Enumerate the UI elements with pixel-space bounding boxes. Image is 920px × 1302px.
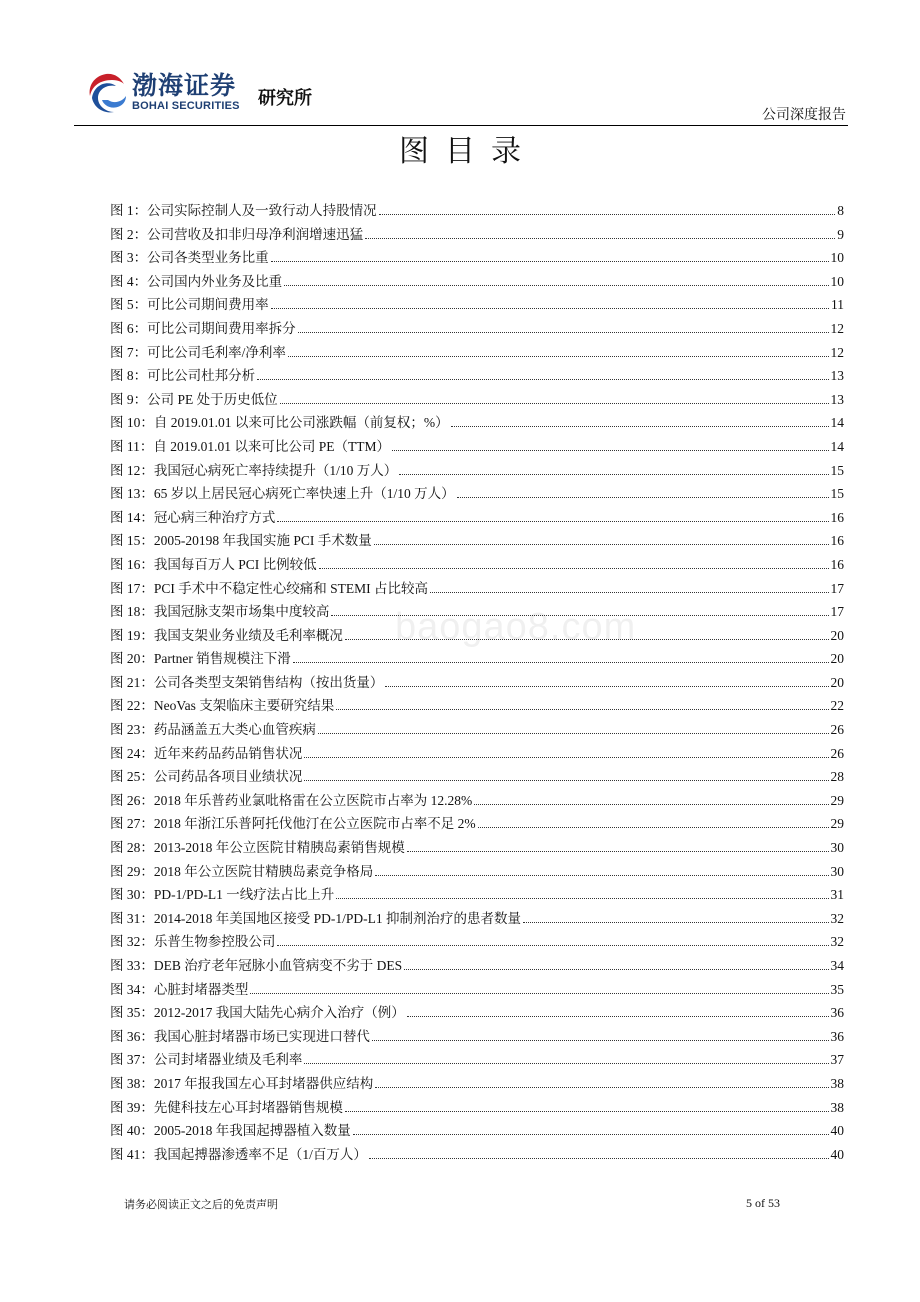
toc-entry-page: 28 [830, 769, 844, 785]
toc-entry-page: 36 [830, 1028, 844, 1044]
toc-entry-label: 图 6：可比公司期间费用率拆分 [110, 320, 296, 336]
toc-entry-page: 10 [830, 273, 844, 289]
toc-dot-leader [365, 238, 835, 239]
toc-entry-label: 图 21：公司各类型支架销售结构（按出货量） [110, 674, 384, 690]
toc-entry-page: 14 [830, 415, 844, 431]
toc-dot-leader [474, 804, 828, 805]
toc-entry-page: 11 [831, 297, 844, 313]
toc-entry-label: 图 4：公司国内外业务及比重 [110, 273, 283, 289]
toc-dot-leader [392, 450, 829, 451]
toc-entry[interactable] [110, 293, 844, 317]
toc-entry-page: 37 [830, 1052, 844, 1068]
toc-entry-page: 17 [830, 604, 844, 620]
toc-entry[interactable] [110, 1072, 844, 1096]
toc-dot-leader [271, 308, 829, 309]
toc-entry[interactable] [110, 364, 844, 388]
toc-entry[interactable] [110, 1143, 844, 1167]
toc-entry-label: 图 19：我国支架业务业绩及毛利率概况 [110, 627, 343, 643]
toc-dot-leader [372, 1040, 829, 1041]
brand-name-cn: 渤海证券 [132, 71, 237, 100]
toc-dot-leader [318, 733, 829, 734]
toc-dot-leader [277, 945, 828, 946]
toc-dot-leader [250, 993, 828, 994]
toc-entry-label: 图 23：药品涵盖五大类心血管疾病 [110, 722, 316, 738]
toc-entry[interactable] [110, 930, 844, 954]
toc-entry-label: 图 25：公司药品各项目业绩状况 [110, 769, 303, 785]
toc-entry[interactable] [110, 223, 844, 247]
toc-entry[interactable] [110, 624, 844, 648]
toc-entry-label: 图 7：可比公司毛利率/净利率 [110, 344, 286, 360]
toc-entry[interactable] [110, 742, 844, 766]
toc-entry[interactable] [110, 199, 844, 223]
toc-dot-leader [271, 261, 829, 262]
toc-entry[interactable] [110, 317, 844, 341]
toc-entry[interactable] [110, 577, 844, 601]
toc-entry-page: 38 [830, 1075, 844, 1091]
toc-entry-label: 图 31：2014-2018 年美国地区接受 PD-1/PD-L1 抑制剂治疗的患者数量 [110, 910, 521, 926]
toc-dot-leader [280, 403, 829, 404]
toc-entry-page: 13 [830, 368, 844, 384]
toc-dot-leader [369, 1158, 829, 1159]
toc-entry-page: 15 [830, 462, 844, 478]
report-type-label: 公司深度报告 [762, 107, 846, 123]
toc-entry-page: 30 [830, 863, 844, 879]
toc-entry[interactable] [110, 553, 844, 577]
toc-entry-label: 图 29：2018 年公立医院甘精胰岛素竞争格局 [110, 863, 374, 879]
toc-entry[interactable] [110, 860, 844, 884]
page-footer [0, 1196, 920, 1236]
toc-dot-leader [404, 969, 828, 970]
toc-entry[interactable] [110, 1119, 844, 1143]
page-title: 图目录 [399, 134, 537, 169]
toc-entry-label: 图 1：公司实际控制人及一致行动人持股情况 [110, 203, 377, 218]
toc-dot-leader [345, 639, 829, 640]
toc-entry[interactable] [110, 459, 844, 483]
toc-entry-label: 图 5：可比公司期间费用率 [110, 297, 269, 313]
toc-entry-page: 14 [830, 438, 844, 454]
toc-entry-page: 20 [830, 651, 844, 667]
toc-entry-page: 10 [830, 250, 844, 266]
toc-entry-label: 图 2：公司营收及扣非归母净利润增速迅猛 [110, 226, 364, 242]
toc-entry-label: 图 39：先健科技左心耳封堵器销售规模 [110, 1099, 343, 1115]
toc-entry-label: 图 20：Partner 销售规模注下滑 [110, 651, 291, 667]
toc-dot-leader [353, 1134, 829, 1135]
toc-entry-page: 15 [830, 486, 844, 502]
toc-dot-leader [430, 592, 828, 593]
toc-dot-leader [284, 285, 828, 286]
toc-dot-leader [407, 1016, 829, 1017]
toc-dot-leader [304, 1063, 828, 1064]
toc-entry-label: 图 30：PD-1/PD-L1 一线疗法占比上升 [110, 887, 335, 903]
toc-entry-page: 16 [830, 556, 844, 572]
toc-entry-label: 图 37：公司封堵器业绩及毛利率 [110, 1052, 303, 1068]
toc-dot-leader [523, 922, 829, 923]
toc-entry-page: 12 [830, 320, 844, 336]
toc-entry-page: 32 [830, 934, 844, 950]
toc-entry-label: 图 13：65 岁以上居民冠心病死亡率快速上升（1/10 万人） [110, 486, 455, 502]
toc-dot-leader [457, 497, 829, 498]
toc-dot-leader [288, 356, 829, 357]
toc-entry[interactable] [110, 718, 844, 742]
toc-entry-label: 图 17：PCI 手术中不稳定性心绞痛和 STEMI 占比较高 [110, 580, 429, 596]
footer-page-number: 5 of 53 [746, 1196, 780, 1210]
toc-entry-page: 38 [830, 1099, 844, 1115]
toc-entry[interactable] [110, 341, 844, 365]
brand-name-en: BOHAI SECURITIES [132, 100, 240, 112]
toc-entry-label: 图 24：近年来药品药品销售状况 [110, 745, 303, 761]
toc-entry[interactable] [110, 812, 844, 836]
toc-entry[interactable] [110, 1048, 844, 1072]
toc-entry-label: 图 28：2013-2018 年公立医院甘精胰岛素销售规模 [110, 840, 405, 856]
toc-dot-leader [407, 851, 829, 852]
toc-dot-leader [478, 827, 829, 828]
toc-entry-page: 31 [830, 887, 844, 903]
toc-entry[interactable] [110, 529, 844, 553]
toc-dot-leader [451, 426, 829, 427]
watermark: baogao8.com [395, 606, 637, 648]
toc-entry-page: 32 [830, 910, 844, 926]
toc-entry-label: 图 34：心脏封堵器类型 [110, 981, 249, 997]
toc-entry[interactable] [110, 1025, 844, 1049]
toc-entry-label: 图 3：公司各类型业务比重 [110, 250, 269, 266]
toc-entry-page: 16 [830, 509, 844, 525]
toc-entry[interactable] [110, 883, 844, 907]
toc-entry[interactable] [110, 954, 844, 978]
toc-dot-leader [257, 379, 828, 380]
toc-entry-page: 40 [830, 1123, 844, 1139]
footer-disclaimer: 请务必阅读正文之后的免责声明 [124, 1198, 278, 1211]
toc-entry-page: 26 [830, 745, 844, 761]
toc-dot-leader [374, 544, 829, 545]
toc-entry[interactable] [110, 647, 844, 671]
toc-entry-page: 34 [830, 958, 844, 973]
toc-dot-leader [345, 1111, 829, 1112]
toc-entry[interactable] [110, 694, 844, 718]
toc-entry-label: 图 38：2017 年报我国左心耳封堵器供应结构 [110, 1075, 374, 1091]
bohai-logo-icon [86, 72, 128, 116]
toc-dot-leader [331, 615, 828, 616]
toc-entry-label: 图 33：DEB 治疗老年冠脉小血管病变不劣于 DES [110, 958, 403, 973]
toc-entry-page: 8 [837, 203, 844, 218]
toc-entry-label: 图 14：冠心病三种治疗方式 [110, 509, 276, 525]
toc-entry-page: 12 [830, 344, 844, 360]
toc-entry[interactable] [110, 246, 844, 270]
toc-dot-leader [399, 474, 828, 475]
toc-entry[interactable] [110, 411, 844, 435]
toc-dot-leader [375, 875, 828, 876]
toc-entry[interactable] [110, 907, 844, 931]
toc-entry-label: 图 36：我国心脏封堵器市场已实现进口替代 [110, 1028, 370, 1044]
institute-label: 研究所 [258, 88, 312, 109]
toc-dot-leader [304, 780, 828, 781]
toc-entry-page: 17 [830, 580, 844, 596]
toc-entry-page: 20 [830, 674, 844, 690]
toc-dot-leader [336, 709, 828, 710]
toc-entry-label: 图 41：我国起搏器渗透率不足（1/百万人） [110, 1146, 367, 1162]
toc-dot-leader [293, 662, 829, 663]
toc-entry-label: 图 27：2018 年浙江乐普阿托伐他汀在公立医院市占率不足 2% [110, 816, 476, 832]
toc-dot-leader [304, 757, 828, 758]
page-header [0, 0, 920, 130]
toc-entry-page: 35 [830, 981, 844, 997]
toc-entry-label: 图 16：我国每百万人 PCI 比例较低 [110, 556, 317, 572]
toc-entry-label: 图 26：2018 年乐普药业氯吡格雷在公立医院市占率为 12.28% [110, 792, 473, 808]
toc-entry-label: 图 8：可比公司杜邦分析 [110, 368, 256, 384]
toc-entry[interactable] [110, 1001, 844, 1025]
toc-entry-page: 22 [830, 698, 844, 714]
toc-entry-label: 图 40：2005-2018 年我国起搏器植入数量 [110, 1123, 351, 1139]
toc-entry[interactable] [110, 482, 844, 506]
toc-entry[interactable] [110, 600, 844, 624]
toc-entry-label: 图 22：NeoVas 支架临床主要研究结果 [110, 698, 335, 714]
toc-entry-page: 9 [837, 226, 844, 242]
toc-entry-page: 26 [830, 722, 844, 738]
toc-entry-label: 图 18：我国冠脉支架市场集中度较高 [110, 604, 330, 620]
toc-dot-leader [277, 521, 828, 522]
toc-entry-label: 图 35：2012-2017 我国大陆先心病介入治疗（例） [110, 1005, 405, 1021]
toc-entry-page: 29 [830, 792, 844, 808]
toc-entry[interactable] [110, 1096, 844, 1120]
toc-entry-label: 图 10：自 2019.01.01 以来可比公司涨跌幅（前复权；%） [110, 415, 449, 431]
toc-dot-leader [375, 1087, 828, 1088]
toc-dot-leader [319, 568, 829, 569]
toc-entry-page: 13 [830, 391, 844, 407]
toc-entry-page: 20 [830, 627, 844, 643]
toc-entry-page: 40 [830, 1146, 844, 1162]
toc-entry[interactable] [110, 506, 844, 530]
toc-entry[interactable] [110, 435, 844, 459]
toc-entry-page: 30 [830, 840, 844, 856]
toc-entry-label: 图 9：公司 PE 处于历史低位 [110, 391, 278, 407]
toc-entry-label: 图 12：我国冠心病死亡率持续提升（1/10 万人） [110, 462, 398, 478]
toc-dot-leader [298, 332, 829, 333]
toc-dot-leader [385, 686, 828, 687]
toc-entry[interactable] [110, 836, 844, 860]
toc-entry-label: 图 15：2005-20198 年我国实施 PCI 手术数量 [110, 533, 372, 549]
toc-entry-page: 29 [830, 816, 844, 832]
toc-entry-page: 16 [830, 533, 844, 549]
toc-entry[interactable] [110, 978, 844, 1002]
toc-entry-label: 图 32：乐普生物参控股公司 [110, 934, 276, 950]
toc-dot-leader [336, 898, 828, 899]
toc-entry[interactable] [110, 765, 844, 789]
toc-entry-label: 图 11：自 2019.01.01 以来可比公司 PE（TTM） [110, 438, 390, 454]
toc-entry[interactable] [110, 671, 844, 695]
toc-entry[interactable] [110, 388, 844, 412]
toc-entry[interactable] [110, 270, 844, 294]
toc-entry[interactable] [110, 789, 844, 813]
toc-dot-leader [379, 214, 836, 215]
header-divider [74, 125, 848, 126]
toc-entry-page: 36 [830, 1005, 844, 1021]
figure-toc-list [110, 199, 844, 1166]
